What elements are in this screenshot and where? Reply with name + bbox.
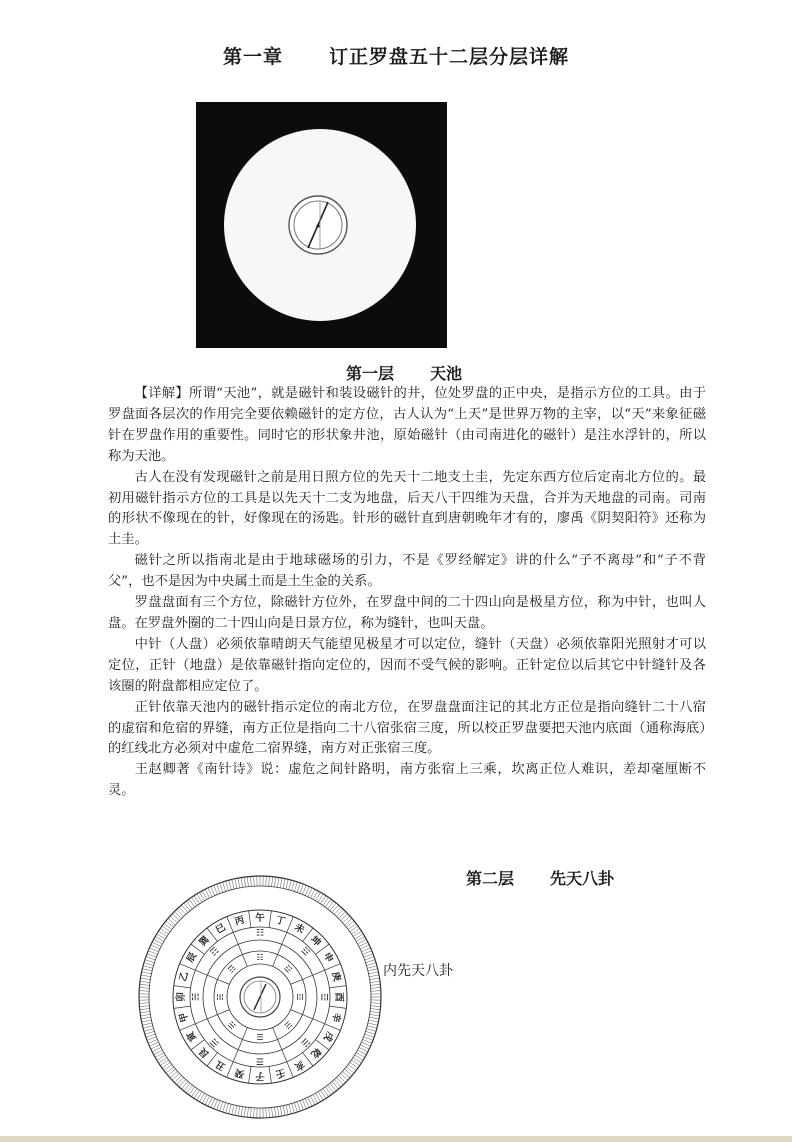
mountain-label: 亥 <box>292 1057 307 1073</box>
trigram-symbol: ☶ <box>208 945 222 959</box>
mountain-label: 卯 <box>176 992 187 1002</box>
mountain-label: 壬 <box>274 1066 287 1080</box>
mountain-label: 乙 <box>177 970 191 983</box>
paragraph: 罗盘盘面有三个方位，除磁针方位外，在罗盘中间的二十四山向是极星方位，称为中针，也叫人盘。在罗盘外圈的二十四山向是日景方位，称为缝针，也叫天盘。 <box>108 595 706 631</box>
mountain-label: 未 <box>292 921 307 937</box>
trigram-symbol: ☶ <box>226 963 238 975</box>
mountain-label: 辛 <box>329 1011 343 1024</box>
paragraph: 【详解】所谓“天池”，就是磁针和装设磁针的井，位处罗盘的正中央，是指示方位的工具。由于罗盘面各层次的作用完全要依赖磁针的定方位，古人认为“上天”是世界万物的主宰，以“天”来象征磁针在罗盘作用的重要性。同时它的形状象井池，原始磁针（由司南进化的磁针）是注水浮针的，所以称为天池。 <box>108 386 706 464</box>
inner-xiantian-bagua-label: 内先天八卦 <box>383 963 453 979</box>
trigram-symbol: ☰ <box>256 1032 264 1041</box>
mountain-label: 庚 <box>329 970 343 983</box>
layer1-body <box>108 384 706 802</box>
trigram-symbol: ☷ <box>256 953 264 962</box>
layer1-number: 第一层 <box>346 364 395 383</box>
mountain-label: 寅 <box>184 1029 200 1044</box>
trigram-symbol: ☲ <box>318 992 329 1002</box>
paragraph: 王赵卿著《南针诗》说：虚危之间针路明，南方张宿上三乘，坎离正位人难识，差却毫厘断不灵。 <box>108 762 706 799</box>
chapter-title <box>0 42 792 69</box>
trigram-symbol: ☴ <box>208 1035 222 1049</box>
layer2-name: 先天八卦 <box>550 869 615 888</box>
mountain-label: 乾 <box>308 1045 323 1060</box>
paragraph: 古人在没有发现磁针之前是用日照方位的先天十二地支土圭，先定东西方位后定南北方位的。最初用磁针指示方位的工具是以先天十二支为地盘，后天八干四维为天盘，合并为天地盘的司南。司南的形状不像现在的针，好像现在的汤匙。针形的磁针直到唐朝晚年才有的，廖禹《阴契阳符》还称为土圭。 <box>108 469 706 548</box>
mountain-label: 巳 <box>213 921 228 937</box>
trigram-symbol: ☰ <box>255 1055 265 1066</box>
trigram-symbol: ☲ <box>295 993 304 1001</box>
mountain-label: 坤 <box>308 934 323 949</box>
paragraph: 中针（人盘）必须依靠晴朗天气能望见极星才可以定位，缝针（天盘）必须依靠阳光照射才可以定位，正针（地盘）是依靠磁针指向定位的，因而不受气候的影响。正针定位以后其它中针缝针及各该圈的附盘都相应定位了。 <box>108 636 706 694</box>
paragraph: 正针依靠天池内的磁针指示定位的南北方位，在罗盘盘面注记的其北方正位是指向缝针二十八宿的虚宿和危宿的界缝，南方正位是指向二十八宿张宿三度，所以校正罗盘要把天池内底面（通称海底）的红线北方必须对中虚危二宿界缝，南方对正张宿三度。 <box>108 699 706 757</box>
mountain-label: 戌 <box>320 1029 336 1044</box>
trigram-symbol: ☳ <box>298 945 312 959</box>
xiantian-bagua-figure <box>137 874 383 1120</box>
mountain-label: 巽 <box>197 934 212 949</box>
footer-bar <box>0 1136 792 1142</box>
chapter-label: 第一章 <box>222 46 283 68</box>
layer1-name: 天池 <box>430 364 463 383</box>
trigram-symbol: ☱ <box>282 1019 294 1031</box>
trigram-symbol: ☵ <box>191 992 202 1002</box>
mountain-label: 甲 <box>177 1011 191 1024</box>
trigram-symbol: ☷ <box>255 928 265 939</box>
mountain-label: 癸 <box>233 1066 246 1080</box>
tianchi-figure <box>196 102 447 348</box>
mountain-label: 子 <box>255 1070 265 1081</box>
mountain-label: 丁 <box>274 914 287 928</box>
trigram-symbol: ☱ <box>298 1035 312 1049</box>
layer1-title <box>346 361 462 384</box>
mountain-label: 午 <box>255 913 265 924</box>
layer2-title <box>466 866 614 889</box>
paragraph: 磁针之所以指南北是由于地球磁场的引力，不是《罗经解定》讲的什么“子不离母”和“子不背父”，也不是因为中央属土而是土生金的关系。 <box>108 553 706 590</box>
trigram-symbol: ☴ <box>226 1019 238 1031</box>
layer2-number: 第二层 <box>466 869 515 888</box>
trigram-symbol: ☵ <box>216 993 225 1001</box>
mountain-label: 酉 <box>333 992 344 1002</box>
mountain-label: 丙 <box>233 914 246 928</box>
chapter-heading: 订正罗盘五十二层分层详解 <box>329 46 570 68</box>
trigram-symbol: ☳ <box>282 963 294 975</box>
mountain-label: 申 <box>320 950 336 965</box>
mountain-label: 艮 <box>197 1045 212 1060</box>
mountain-label: 丑 <box>213 1057 228 1073</box>
mountain-label: 辰 <box>184 950 200 965</box>
